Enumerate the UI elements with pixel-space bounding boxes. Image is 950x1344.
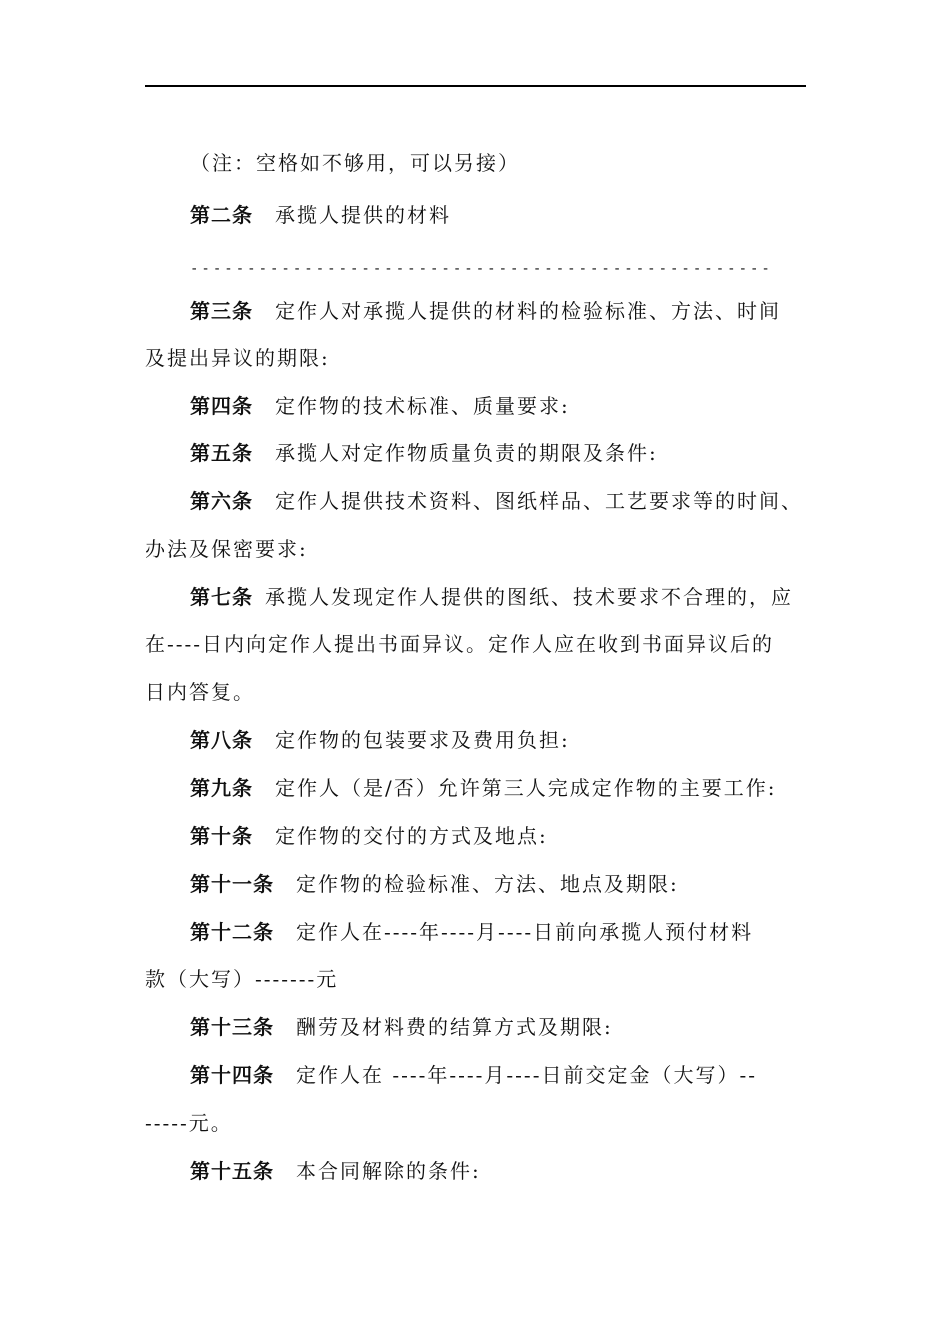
dashed-blank-line: --------------------------------------------------- — [190, 261, 773, 277]
article-3-text: 定作人对承揽人提供的材料的检验标准、方法、时间 — [275, 299, 781, 323]
article-7-text: 承揽人发现定作人提供的图纸、技术要求不合理的，应 — [265, 585, 793, 609]
article-14-text: 定作人在 ----年----月----日前交定金（大写）-- — [296, 1063, 757, 1087]
article-12-continuation: 款（大写）-------元 — [145, 967, 339, 991]
article-12 — [190, 917, 753, 947]
article-4-text: 定作物的技术标准、质量要求: — [275, 394, 570, 418]
article-14 — [190, 1060, 757, 1090]
article-5 — [190, 438, 658, 468]
article-8 — [190, 725, 570, 755]
article-9 — [190, 773, 776, 803]
article-13-heading: 第十三条 — [190, 1015, 274, 1039]
article-4 — [190, 391, 570, 421]
article-15-text: 本合同解除的条件: — [296, 1159, 481, 1183]
article-11-text: 定作物的检验标准、方法、地点及期限: — [296, 872, 679, 896]
article-6-continuation: 办法及保密要求: — [145, 537, 308, 561]
article-14-continuation: -----元。 — [145, 1111, 233, 1135]
article-7 — [190, 582, 793, 612]
article-6 — [190, 486, 803, 516]
article-13 — [190, 1012, 613, 1042]
article-3-continuation: 及提出异议的期限: — [145, 346, 330, 370]
article-5-text: 承揽人对定作物质量负责的期限及条件: — [275, 441, 658, 465]
article-2-text: 承揽人提供的材料 — [275, 203, 451, 227]
article-11-heading: 第十一条 — [190, 872, 274, 896]
article-9-text: 定作人（是/否）允许第三人完成定作物的主要工作: — [275, 776, 777, 800]
note-line: （注：空格如不够用，可以另接） — [190, 151, 520, 175]
article-6-heading: 第六条 — [190, 489, 253, 513]
article-12-text: 定作人在----年----月----日前向承揽人预付材料 — [296, 920, 754, 944]
article-8-text: 定作物的包装要求及费用负担: — [275, 728, 570, 752]
article-5-heading: 第五条 — [190, 441, 253, 465]
article-7-continuation: 在----日内向定作人提出书面异议。定作人应在收到书面异议后的 — [145, 632, 775, 656]
article-6-text: 定作人提供技术资料、图纸样品、工艺要求等的时间、 — [275, 489, 803, 513]
article-13-text: 酬劳及材料费的结算方式及期限: — [296, 1015, 613, 1039]
article-2 — [190, 200, 451, 230]
article-11 — [190, 869, 679, 899]
article-8-heading: 第八条 — [190, 728, 253, 752]
article-7-continuation-2: 日内答复。 — [145, 680, 255, 704]
article-12-heading: 第十二条 — [190, 920, 274, 944]
article-3 — [190, 296, 781, 326]
article-4-heading: 第四条 — [190, 394, 253, 418]
article-15 — [190, 1156, 481, 1186]
article-2-heading: 第二条 — [190, 203, 253, 227]
header-rule — [145, 85, 806, 87]
article-9-heading: 第九条 — [190, 776, 253, 800]
article-10 — [190, 821, 548, 851]
article-14-heading: 第十四条 — [190, 1063, 274, 1087]
article-10-text: 定作物的交付的方式及地点: — [275, 824, 548, 848]
article-10-heading: 第十条 — [190, 824, 253, 848]
article-15-heading: 第十五条 — [190, 1159, 274, 1183]
article-3-heading: 第三条 — [190, 299, 253, 323]
article-7-heading: 第七条 — [190, 585, 253, 609]
